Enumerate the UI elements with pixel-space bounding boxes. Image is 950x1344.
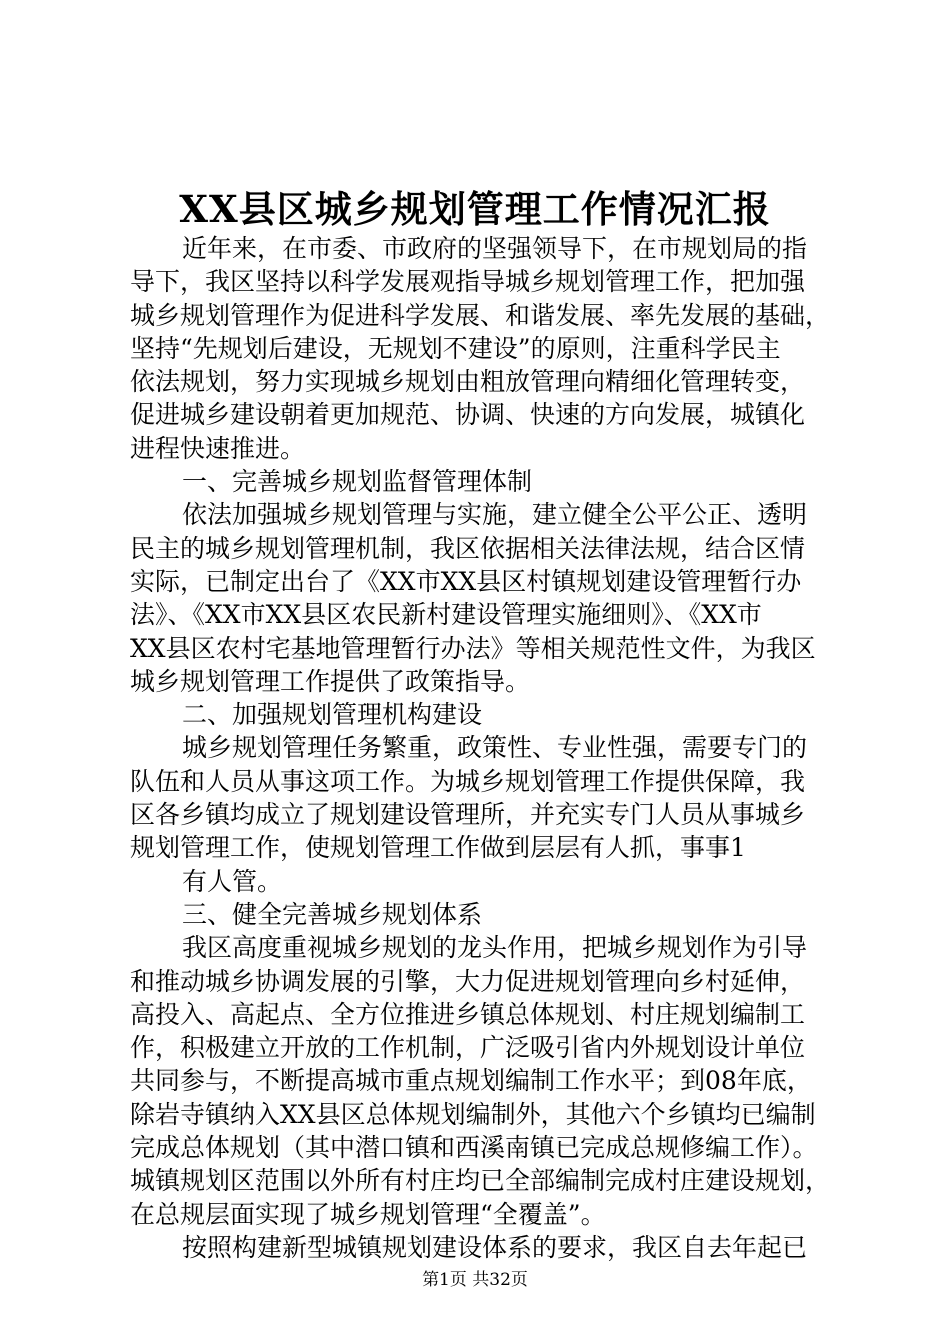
- body-line: 除岩寺镇纳入XX县区总体规划编制外，其他六个乡镇均已编制: [130, 1099, 816, 1129]
- document-body: [130, 232, 842, 1264]
- body-line: 坚持“先规划后建设，无规划不建设”的原则，注重科学民主: [130, 333, 781, 363]
- body-line: 区各乡镇均成立了规划建设管理所，并充实专门人员从事城乡: [130, 800, 806, 830]
- body-line: 依法规划，努力实现城乡规划由粗放管理向精细化管理转变，: [130, 367, 806, 397]
- body-line: 完成总体规划（其中潜口镇和西溪南镇已完成总规修编工作）。: [130, 1133, 818, 1163]
- section-heading: 二、加强规划管理机构建设: [182, 700, 483, 730]
- body-line: 队伍和人员从事这项工作。为城乡规划管理工作提供保障，我: [130, 766, 806, 796]
- body-line: 规划管理工作，使规划管理工作做到层层有人抓，事事1: [130, 833, 746, 863]
- body-line: 城乡规划管理作为促进科学发展、和谐发展、率先发展的基础，: [130, 300, 831, 330]
- body-line: 导下，我区坚持以科学发展观指导城乡规划管理工作，把加强: [130, 267, 806, 297]
- body-line: 近年来，在市委、市政府的坚强领导下，在市规划局的指: [182, 234, 808, 263]
- body-line: 有人管。: [182, 866, 283, 896]
- body-line: 和推动城乡协调发展的引擎，大力促进规划管理向乡村延伸，: [130, 966, 806, 996]
- body-line: 法》、《XX市XX县区农民新村建设管理实施细则》、《XX市: [130, 600, 762, 630]
- body-line: 高投入、高起点、全方位推进乡镇总体规划、村庄规划编制工: [130, 999, 806, 1029]
- body-line: 民主的城乡规划管理机制，我区依据相关法律法规，结合区情: [130, 533, 806, 563]
- body-line: 我区高度重视城乡规划的龙头作用，把城乡规划作为引导: [182, 933, 808, 963]
- body-line: 促进城乡建设朝着更加规范、协调、快速的方向发展，城镇化: [130, 400, 806, 430]
- body-line: 进程快速推进。: [130, 433, 306, 463]
- section-heading: 三、健全完善城乡规划体系: [182, 899, 483, 929]
- body-line: 共同参与，不断提高城市重点规划编制工作水平；到08年底，: [130, 1066, 812, 1096]
- body-line: 城镇规划区范围以外所有村庄均已全部编制完成村庄建设规划，: [130, 1166, 831, 1196]
- body-line: 实际，已制定出台了《XX市XX县区村镇规划建设管理暂行办: [130, 566, 802, 596]
- body-line: 依法加强城乡规划管理与实施，建立健全公平公正、透明: [182, 500, 808, 530]
- document-title: XX县区城乡规划管理工作情况汇报: [179, 187, 771, 231]
- page-footer: 第1页 共32页: [422, 1270, 528, 1290]
- body-line: 城乡规划管理工作提供了政策指导。: [130, 666, 531, 696]
- body-line: 在总规层面实现了城乡规划管理“全覆盖”。: [130, 1199, 606, 1229]
- body-line: 城乡规划管理任务繁重，政策性、专业性强，需要专门的: [182, 733, 808, 763]
- body-line: XX县区农村宅基地管理暂行办法》等相关规范性文件，为我区: [130, 633, 816, 663]
- section-heading: 一、完善城乡规划监督管理体制: [182, 467, 533, 497]
- body-line: 按照构建新型城镇规划建设体系的要求，我区自去年起已: [182, 1232, 808, 1262]
- body-line: 作，积极建立开放的工作机制，广泛吸引省内外规划设计单位: [130, 1033, 806, 1063]
